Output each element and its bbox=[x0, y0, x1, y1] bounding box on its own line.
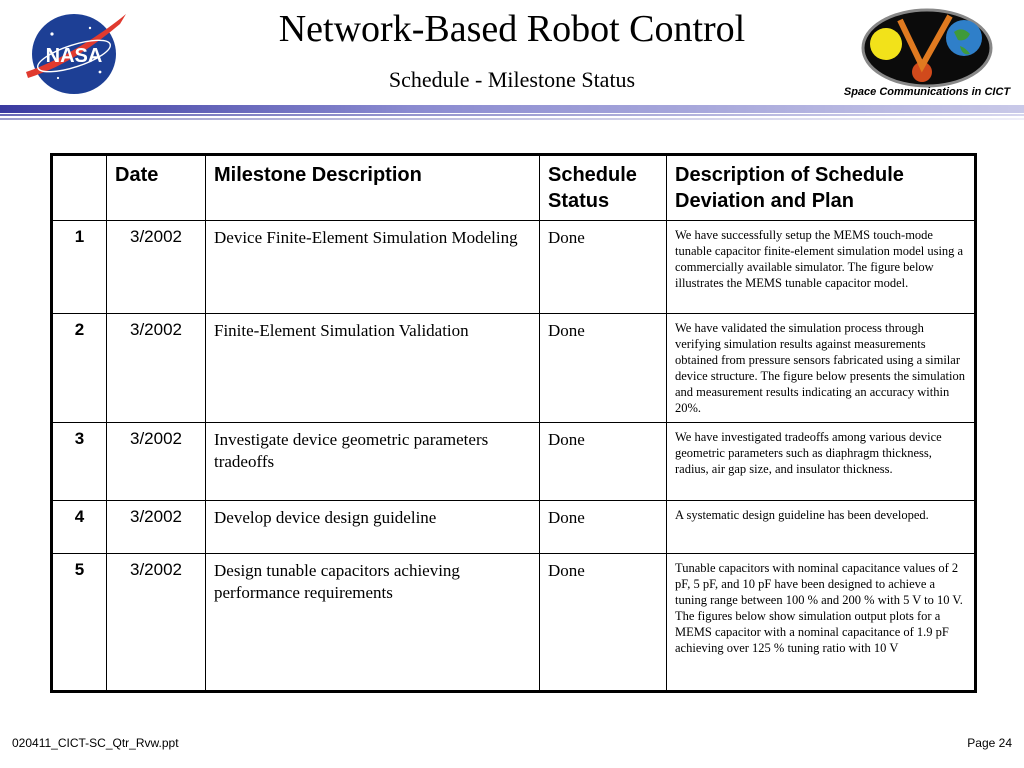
table-row bbox=[52, 423, 976, 501]
page-subtitle: Schedule - Milestone Status bbox=[388, 67, 636, 92]
row-schedule-status: Done bbox=[540, 221, 667, 314]
cict-emblem-icon bbox=[860, 6, 995, 88]
header-deviation-plan: Description of Schedule Deviation and Plan bbox=[667, 155, 976, 221]
header-divider-line bbox=[0, 114, 1024, 116]
row-deviation-plan: We have validated the simulation process through verifying simulation results against measurements obtained from pressure sensors fabricated using a similar device structure. The figure below presents the simulation and measurement results indicating an accuracy within 20%. bbox=[667, 314, 976, 423]
table-row bbox=[52, 554, 976, 692]
row-date: 3/2002 bbox=[107, 221, 206, 314]
row-schedule-status: Done bbox=[540, 314, 667, 423]
cict-logo bbox=[860, 6, 995, 88]
table-header-row bbox=[52, 155, 976, 221]
milestone-status-table bbox=[50, 153, 977, 693]
footer-filename: 020411_CICT-SC_Qtr_Rvw.ppt bbox=[12, 736, 179, 750]
row-schedule-status: Done bbox=[540, 554, 667, 692]
page-title: Network-Based Robot Control bbox=[278, 8, 746, 50]
row-milestone-description: Finite-Element Simulation Validation bbox=[206, 314, 540, 423]
row-milestone-description: Design tunable capacitors achieving performance requirements bbox=[206, 554, 540, 692]
row-deviation-plan: Tunable capacitors with nominal capacitance values of 2 pF, 5 pF, and 10 pF have been designed to achieve a tuning range between 100 % and 200 % with 5 V to 10 V. The figures below show simulation output plots for a MEMS capacitor with a nominal capacitance of 1.9 pF achieving over 125 % tuning ratio with 10 V bbox=[667, 554, 976, 692]
header-divider-line bbox=[0, 118, 1024, 120]
header-milestone-description: Milestone Description bbox=[206, 155, 540, 221]
row-milestone-description: Device Finite-Element Simulation Modeling bbox=[206, 221, 540, 314]
row-deviation-plan: A systematic design guideline has been developed. bbox=[667, 501, 976, 554]
row-number: 3 bbox=[52, 423, 107, 501]
header-number bbox=[52, 155, 107, 221]
header-divider-band bbox=[0, 105, 1024, 113]
row-number: 5 bbox=[52, 554, 107, 692]
row-number: 4 bbox=[52, 501, 107, 554]
table-row bbox=[52, 501, 976, 554]
cict-logo-caption: Space Communications in CICT bbox=[843, 86, 1011, 98]
row-date: 3/2002 bbox=[107, 554, 206, 692]
row-deviation-plan: We have successfully setup the MEMS touch-mode tunable capacitor finite-element simulation model using a commercially available simulator. The figure below illustrates the MEMS tunable capacitor model. bbox=[667, 221, 976, 314]
nasa-logo-text: NASA bbox=[45, 45, 103, 67]
row-schedule-status: Done bbox=[540, 423, 667, 501]
table-row bbox=[52, 314, 976, 423]
footer-page-number: Page 24 bbox=[967, 736, 1012, 750]
row-deviation-plan: We have investigated tradeoffs among various device geometric parameters such as diaphragm thickness, radius, air gap size, and insulator thickness. bbox=[667, 423, 976, 501]
row-number: 2 bbox=[52, 314, 107, 423]
row-milestone-description: Investigate device geometric parameters tradeoffs bbox=[206, 423, 540, 501]
row-number: 1 bbox=[52, 221, 107, 314]
row-date: 3/2002 bbox=[107, 423, 206, 501]
row-schedule-status: Done bbox=[540, 501, 667, 554]
header-date: Date bbox=[107, 155, 206, 221]
header-schedule-status: Schedule Status bbox=[540, 155, 667, 221]
row-milestone-description: Develop device design guideline bbox=[206, 501, 540, 554]
row-date: 3/2002 bbox=[107, 501, 206, 554]
row-date: 3/2002 bbox=[107, 314, 206, 423]
table-row bbox=[52, 221, 976, 314]
